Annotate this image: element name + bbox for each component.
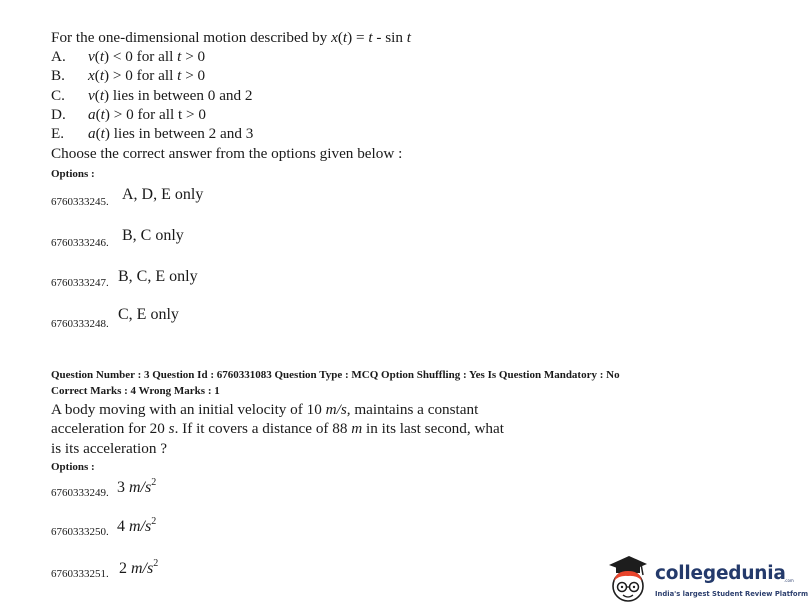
mascot-icon: [603, 553, 653, 608]
question-stem-line: A body moving with an initial velocity of 10 m/s, maintains a constant: [51, 401, 479, 418]
option-row[interactable]: [51, 306, 311, 330]
statement-a: A. v(t) < 0 for all t > 0: [51, 48, 206, 65]
option-row[interactable]: [51, 226, 311, 250]
options-label: Options :: [51, 461, 95, 473]
logo-wordmark: collegedunia: [655, 563, 786, 584]
option-id: 6760333250.: [51, 526, 109, 538]
option-text: 4 $m/s^2$: [117, 516, 157, 535]
option-text: A, D, E only: [122, 186, 204, 203]
option-text: 3 $m/s^2$: [117, 477, 157, 496]
option-row[interactable]: [51, 185, 311, 209]
option-id: 6760333247.: [51, 277, 109, 289]
option-text: B, C, E only: [118, 268, 198, 285]
question-meta: Question Number : 3 Question Id : 6760331083 Question Type : MCQ Option Shuffling : Yes Is Question Mandatory : No: [51, 369, 620, 381]
option-text: 2 $m/s^2$: [119, 558, 159, 577]
instruction-text: Choose the correct answer from the options given below :: [51, 145, 403, 162]
options-label: Options :: [51, 168, 95, 180]
option-row[interactable]: [51, 476, 251, 500]
option-id: 6760333245.: [51, 196, 109, 208]
option-text: B, C only: [122, 227, 184, 244]
option-row[interactable]: [51, 267, 311, 291]
option-id: 6760333246.: [51, 237, 109, 249]
marks-meta: Correct Marks : 4 Wrong Marks : 1: [51, 385, 220, 397]
statement-d: D. a(t) > 0 for all t > 0: [51, 106, 206, 123]
statement-b: B. x(t) > 0 for all t > 0: [51, 67, 206, 84]
option-row[interactable]: [51, 557, 251, 581]
question-stem-line: is its acceleration ?: [51, 440, 167, 457]
option-id: 6760333248.: [51, 318, 109, 330]
statement-e: E. a(t) lies in between 2 and 3: [51, 125, 254, 142]
logo-tagline: India's largest Student Review Platform: [655, 590, 808, 598]
option-text: C, E only: [118, 306, 179, 323]
option-id: 6760333251.: [51, 568, 109, 580]
question-stem-line: acceleration for 20 s. If it covers a distance of 88 m in its last second, what: [51, 420, 504, 437]
statement-c: C. v(t) lies in between 0 and 2: [51, 87, 253, 104]
question-stem: For the one-dimensional motion described by x(t) = t - sin t: [51, 29, 411, 46]
option-row[interactable]: [51, 515, 251, 539]
logo-suffix: .com: [784, 578, 794, 583]
option-id: 6760333249.: [51, 487, 109, 499]
collegedunia-logo: [603, 553, 808, 608]
